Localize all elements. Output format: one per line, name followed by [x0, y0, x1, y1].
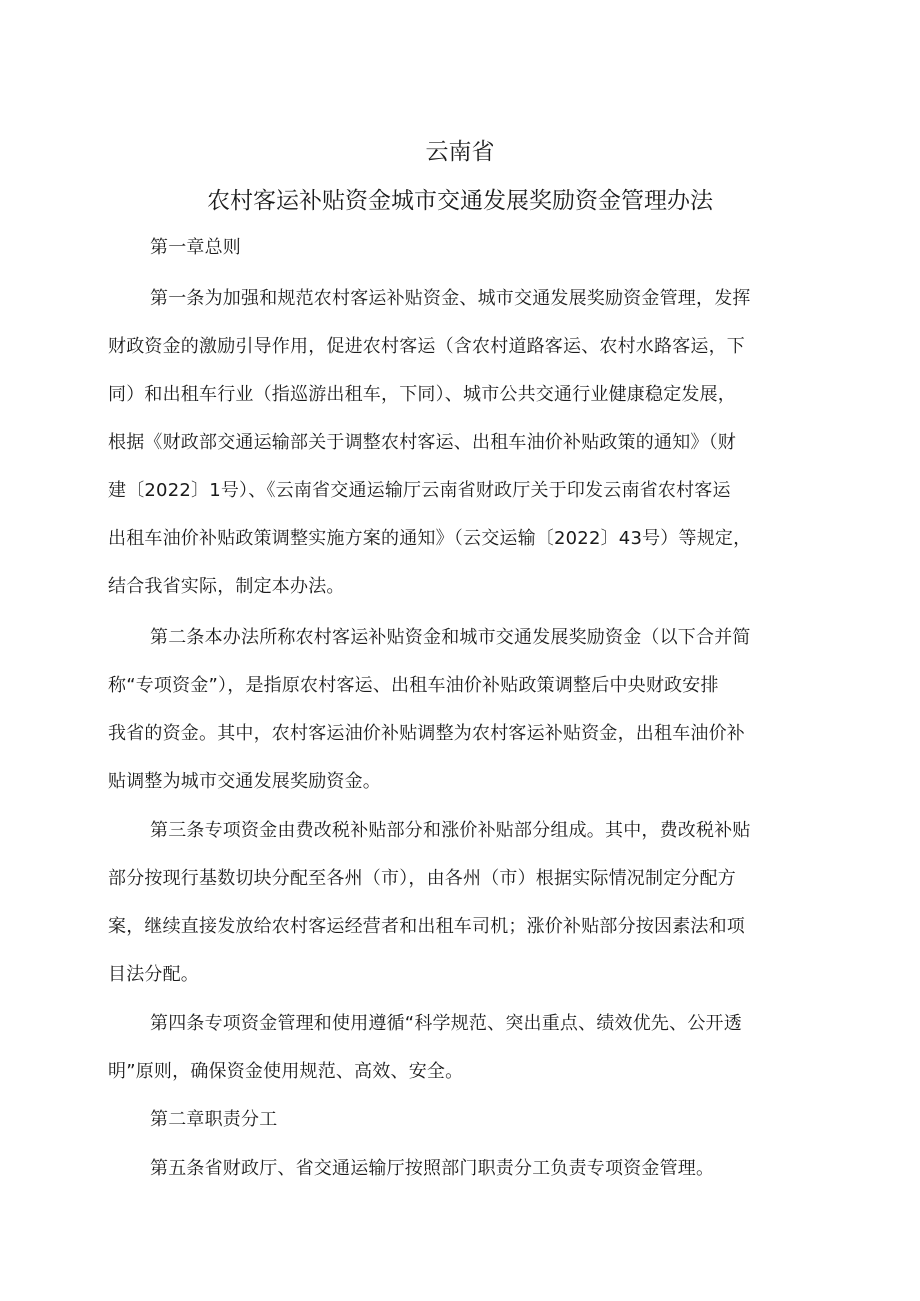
paragraph-line: 第二条本办法所称农村客运补贴资金和城市交通发展奖励资金（以下合并简 [150, 627, 751, 648]
paragraph-line: 部分按现行基数切块分配至各州（市），由各州（市）根据实际情况制定分配方 [108, 868, 736, 889]
paragraph-line: 出租车油价补贴政策调整实施方案的通知》（云交运输〔2022〕43号）等规定， [108, 528, 752, 549]
paragraph-line: 贴调整为城市交通发展奖励资金。 [108, 771, 381, 792]
paragraph-line: 第五条省财政厅、省交通运输厅按照部门职责分工负责专项资金管理。 [150, 1158, 715, 1179]
paragraph-line: 目法分配。 [108, 964, 199, 985]
paragraph-line: 建〔2022〕1号）、《云南省交通运输厅云南省财政厅关于印发云南省农村客运 [108, 480, 731, 501]
paragraph-line: 案，继续直接发放给农村客运经营者和出租车司机；涨价补贴部分按因素法和项 [108, 916, 745, 937]
paragraph-line: 第三条专项资金由费改税补贴部分和涨价补贴部分组成。其中，费改税补贴 [150, 820, 751, 841]
document-title: 农村客运补贴资金城市交通发展奖励资金管理办法 [207, 188, 713, 214]
paragraph-line: 称“专项资金”），是指原农村客运、出租车油价补贴政策调整后中央财政安排 [108, 675, 719, 696]
paragraph-line: 第四条专项资金管理和使用遵循“科学规范、突出重点、绩效优先、公开透 [150, 1013, 742, 1034]
chapter-heading: 第二章职责分工 [150, 1109, 278, 1130]
paragraph-line: 财政资金的激励引导作用，促进农村客运（含农村道路客运、农村水路客运，下 [108, 336, 745, 357]
chapter-heading: 第一章总则 [150, 237, 241, 258]
paragraph-line: 根据《财政部交通运输部关于调整农村客运、出租车油价补贴政策的通知》（财 [108, 432, 736, 453]
paragraph-line: 同）和出租车行业（指巡游出租车，下同）、城市公共交通行业健康稳定发展， [108, 384, 736, 405]
paragraph-line: 结合我省实际，制定本办法。 [108, 576, 345, 597]
document-title-province: 云南省 [425, 139, 495, 165]
paragraph-line: 第一条为加强和规范农村客运补贴资金、城市交通发展奖励资金管理，发挥 [150, 288, 751, 309]
paragraph-line: 我省的资金。其中，农村客运油价补贴调整为农村客运补贴资金，出租车油价补 [108, 723, 745, 744]
paragraph-line: 明”原则，确保资金使用规范、高效、安全。 [108, 1061, 464, 1082]
